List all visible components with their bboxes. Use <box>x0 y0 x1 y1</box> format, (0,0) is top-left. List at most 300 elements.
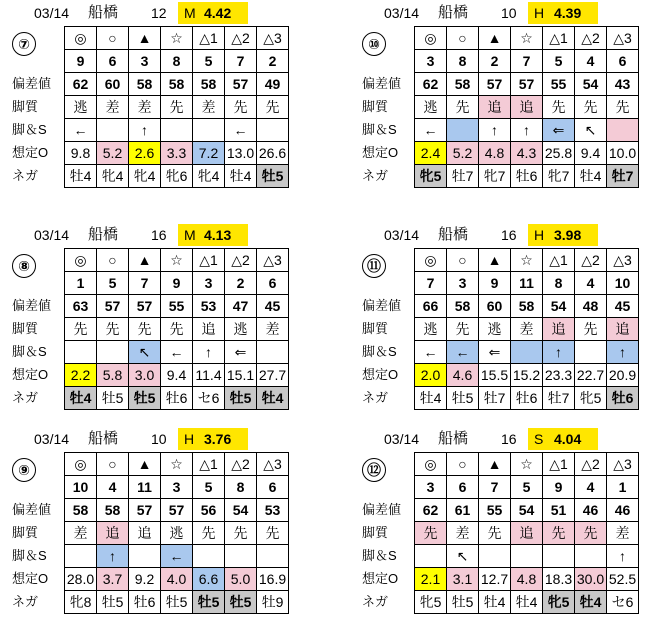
sex-age-cell: 牝8 <box>65 591 97 614</box>
prediction-grid <box>414 26 639 188</box>
deviation-cell: 60 <box>97 73 129 96</box>
prediction-grid <box>64 26 289 188</box>
running-style-cell: 追 <box>607 318 639 341</box>
grid-row <box>65 73 289 96</box>
sex-age-cell: 牝4 <box>193 165 225 188</box>
pace-arrow-cell <box>511 341 543 364</box>
running-style-cell: 先 <box>129 318 161 341</box>
running-style-cell: 先 <box>447 318 479 341</box>
row-label: 脚質 <box>12 525 39 540</box>
running-style-cell: 追 <box>129 522 161 545</box>
mark-cell: △2 <box>225 453 257 476</box>
race-panel <box>356 224 656 424</box>
pace-arrow-cell <box>161 119 193 142</box>
deviation-cell: 47 <box>225 295 257 318</box>
mark-cell: ○ <box>97 453 129 476</box>
running-style-cell: 追 <box>97 522 129 545</box>
runner-count: 16 <box>151 227 167 243</box>
prediction-grid <box>64 248 289 410</box>
odds-cell: 3.3 <box>161 142 193 165</box>
race-track: 船橋 <box>88 226 119 243</box>
mark-cell: △3 <box>257 453 289 476</box>
mark-cell: ▲ <box>129 27 161 50</box>
horse-number-cell: 6 <box>607 50 639 73</box>
deviation-cell: 48 <box>575 295 607 318</box>
sex-age-cell: セ6 <box>193 387 225 410</box>
pace-arrow-cell <box>479 545 511 568</box>
grid-row <box>65 591 289 614</box>
odds-cell: 4.0 <box>161 568 193 591</box>
race-score: 4.13 <box>204 227 232 243</box>
grid-row <box>415 387 639 410</box>
mark-cell: ◎ <box>415 27 447 50</box>
race-header <box>356 2 656 24</box>
grid-row <box>415 591 639 614</box>
deviation-cell: 57 <box>97 295 129 318</box>
deviation-cell: 60 <box>479 295 511 318</box>
horse-number-cell: 11 <box>511 272 543 295</box>
deviation-cell: 56 <box>193 499 225 522</box>
row-label: 脚質 <box>12 321 39 336</box>
sex-age-cell: 牡4 <box>257 387 289 410</box>
running-style-cell: 差 <box>65 522 97 545</box>
running-style-cell: 先 <box>543 522 575 545</box>
sex-age-cell: 牡7 <box>447 165 479 188</box>
odds-cell: 25.8 <box>543 142 575 165</box>
row-label: 想定O <box>12 145 49 160</box>
horse-number-cell: 7 <box>129 272 161 295</box>
row-label: 偏差値 <box>362 76 402 91</box>
odds-cell: 20.9 <box>607 364 639 387</box>
row-label: ネガ <box>12 594 39 609</box>
mark-cell: ☆ <box>161 249 193 272</box>
race-header <box>6 428 306 450</box>
horse-number-cell: 10 <box>65 476 97 499</box>
sex-age-cell: 牡5 <box>97 387 129 410</box>
row-label: 脚質 <box>362 321 389 336</box>
sex-age-cell: 牡4 <box>65 387 97 410</box>
horse-number-cell: 3 <box>447 272 479 295</box>
horse-number-cell: 9 <box>479 272 511 295</box>
running-style-cell: 差 <box>257 318 289 341</box>
pace-arrow-cell <box>97 341 129 364</box>
grid-row <box>65 387 289 410</box>
runner-count: 16 <box>501 227 517 243</box>
deviation-cell: 58 <box>193 73 225 96</box>
odds-cell: 3.0 <box>129 364 161 387</box>
row-label: 想定O <box>12 367 49 382</box>
grid-row <box>415 249 639 272</box>
mark-cell: ☆ <box>511 249 543 272</box>
odds-cell: 22.7 <box>575 364 607 387</box>
odds-cell: 9.4 <box>161 364 193 387</box>
odds-cell: 5.8 <box>97 364 129 387</box>
race-panel <box>6 428 306 628</box>
race-number: ⑦ <box>12 32 36 56</box>
runner-count: 10 <box>151 431 167 447</box>
race-number: ⑨ <box>12 458 36 482</box>
sex-age-cell: 牝5 <box>415 591 447 614</box>
row-label: ネガ <box>362 594 389 609</box>
running-style-cell: 先 <box>161 318 193 341</box>
sex-age-cell: 牝6 <box>161 165 193 188</box>
grid-row <box>415 522 639 545</box>
pace-arrow-cell <box>257 119 289 142</box>
horse-number-cell: 6 <box>257 272 289 295</box>
mark-cell: ☆ <box>511 27 543 50</box>
pace-arrow-cell <box>65 545 97 568</box>
sex-age-cell: セ6 <box>607 591 639 614</box>
mark-cell: △2 <box>575 249 607 272</box>
mark-cell: ○ <box>447 249 479 272</box>
horse-number-cell: 7 <box>225 50 257 73</box>
prediction-grid <box>414 248 639 410</box>
race-date: 03/14 <box>384 5 420 21</box>
running-style-cell: 先 <box>161 96 193 119</box>
pace-arrow-cell <box>97 119 129 142</box>
deviation-cell: 62 <box>415 73 447 96</box>
pace-arrow-cell <box>575 545 607 568</box>
mark-cell: ☆ <box>161 453 193 476</box>
mark-cell: △2 <box>575 453 607 476</box>
grid-row <box>415 318 639 341</box>
deviation-cell: 45 <box>257 295 289 318</box>
race-header <box>356 428 656 450</box>
pace-arrow-cell <box>447 119 479 142</box>
mark-cell: △3 <box>607 27 639 50</box>
mark-cell: △1 <box>193 453 225 476</box>
deviation-cell: 58 <box>65 499 97 522</box>
odds-cell: 13.0 <box>225 142 257 165</box>
deviation-cell: 53 <box>257 499 289 522</box>
deviation-cell: 46 <box>607 499 639 522</box>
mark-cell: △3 <box>257 27 289 50</box>
sex-age-cell: 牝5 <box>543 591 575 614</box>
mark-cell: ☆ <box>161 27 193 50</box>
running-style-cell: 逃 <box>65 96 97 119</box>
horse-number-cell: 6 <box>97 50 129 73</box>
prediction-grid <box>414 452 639 614</box>
odds-cell: 27.7 <box>257 364 289 387</box>
odds-cell: 7.2 <box>193 142 225 165</box>
mark-cell: △1 <box>193 27 225 50</box>
mark-cell: ▲ <box>129 453 161 476</box>
mark-cell: △1 <box>543 27 575 50</box>
row-label: ネガ <box>362 390 389 405</box>
running-style-cell: 差 <box>511 318 543 341</box>
running-style-cell: 逃 <box>479 318 511 341</box>
sex-age-cell: 牡6 <box>607 387 639 410</box>
grid-row <box>65 545 289 568</box>
deviation-cell: 63 <box>65 295 97 318</box>
running-style-cell: 先 <box>257 522 289 545</box>
mark-cell: △3 <box>607 249 639 272</box>
race-number: ⑩ <box>362 32 386 56</box>
odds-cell: 9.8 <box>65 142 97 165</box>
row-label: 想定O <box>362 145 399 160</box>
sex-age-cell: 牡6 <box>161 387 193 410</box>
odds-cell: 2.6 <box>129 142 161 165</box>
odds-cell: 4.6 <box>447 364 479 387</box>
horse-number-cell: 3 <box>193 272 225 295</box>
running-style-cell: 先 <box>193 522 225 545</box>
running-style-cell: 差 <box>193 96 225 119</box>
sex-age-cell: 牡5 <box>129 387 161 410</box>
deviation-cell: 45 <box>607 295 639 318</box>
mark-cell: ☆ <box>511 453 543 476</box>
deviation-cell: 58 <box>511 295 543 318</box>
deviation-cell: 51 <box>543 499 575 522</box>
deviation-cell: 62 <box>415 499 447 522</box>
deviation-cell: 57 <box>511 73 543 96</box>
deviation-cell: 54 <box>225 499 257 522</box>
odds-cell: 2.4 <box>415 142 447 165</box>
race-date: 03/14 <box>34 227 70 243</box>
grid-row <box>65 27 289 50</box>
grid-row <box>415 453 639 476</box>
grid-row <box>65 249 289 272</box>
sex-age-cell: 牡4 <box>511 591 543 614</box>
grid-row <box>65 318 289 341</box>
mark-cell: ○ <box>447 27 479 50</box>
horse-number-cell: 9 <box>161 272 193 295</box>
grid-row <box>415 545 639 568</box>
horse-number-cell: 3 <box>415 476 447 499</box>
runner-count: 12 <box>151 5 167 21</box>
odds-cell: 3.1 <box>447 568 479 591</box>
sex-age-cell: 牡9 <box>257 591 289 614</box>
sex-age-cell: 牡5 <box>97 591 129 614</box>
odds-cell: 15.2 <box>511 364 543 387</box>
race-date: 03/14 <box>384 431 420 447</box>
pace-grade: H <box>184 431 195 447</box>
deviation-cell: 62 <box>65 73 97 96</box>
race-panel <box>356 2 656 202</box>
running-style-cell: 先 <box>97 318 129 341</box>
running-style-cell: 先 <box>225 96 257 119</box>
runner-count: 10 <box>501 5 517 21</box>
grid-row <box>415 142 639 165</box>
grid-row <box>415 119 639 142</box>
running-style-cell: 先 <box>543 96 575 119</box>
horse-number-cell: 8 <box>161 50 193 73</box>
pace-arrow-cell <box>129 545 161 568</box>
grid-row <box>65 142 289 165</box>
running-style-cell: 差 <box>97 96 129 119</box>
odds-cell: 5.2 <box>97 142 129 165</box>
odds-cell: 23.3 <box>543 364 575 387</box>
race-track: 船橋 <box>88 430 119 447</box>
pace-arrow-cell: ↑ <box>607 545 639 568</box>
mark-cell: ○ <box>97 249 129 272</box>
row-label: ネガ <box>12 390 39 405</box>
deviation-cell: 54 <box>543 295 575 318</box>
pace-grade: M <box>184 5 196 21</box>
grid-row <box>65 568 289 591</box>
running-style-cell: 追 <box>479 96 511 119</box>
pace-arrow-cell <box>257 341 289 364</box>
row-label: 脚＆S <box>12 122 47 137</box>
grid-row <box>415 96 639 119</box>
deviation-cell: 57 <box>129 295 161 318</box>
deviation-cell: 57 <box>225 73 257 96</box>
deviation-cell: 55 <box>479 499 511 522</box>
grid-row <box>415 476 639 499</box>
pace-arrow-cell: ← <box>161 545 193 568</box>
grid-row <box>65 476 289 499</box>
sex-age-cell: 牡4 <box>575 165 607 188</box>
pace-arrow-cell: ↖ <box>447 545 479 568</box>
pace-arrow-cell: ↑ <box>511 119 543 142</box>
pace-arrow-cell: ↑ <box>193 341 225 364</box>
mark-cell: ◎ <box>65 27 97 50</box>
horse-number-cell: 7 <box>479 476 511 499</box>
pace-arrow-cell <box>543 545 575 568</box>
horse-number-cell: 4 <box>97 476 129 499</box>
grid-row <box>415 364 639 387</box>
pace-arrow-cell: ⇐ <box>225 341 257 364</box>
race-panel <box>6 2 306 202</box>
grid-row <box>65 453 289 476</box>
horse-number-cell: 7 <box>415 272 447 295</box>
pace-arrow-cell: ↑ <box>129 119 161 142</box>
deviation-cell: 46 <box>575 499 607 522</box>
sex-age-cell: 牡4 <box>479 591 511 614</box>
mark-cell: ◎ <box>415 453 447 476</box>
pace-arrow-cell: ← <box>415 119 447 142</box>
pace-arrow-cell <box>193 545 225 568</box>
pace-arrow-cell: ← <box>447 341 479 364</box>
running-style-cell: 先 <box>607 96 639 119</box>
row-label: 偏差値 <box>362 298 402 313</box>
horse-number-cell: 10 <box>607 272 639 295</box>
horse-number-cell: 2 <box>479 50 511 73</box>
odds-cell: 5.2 <box>447 142 479 165</box>
running-style-cell: 先 <box>447 96 479 119</box>
odds-cell: 6.6 <box>193 568 225 591</box>
grid-row <box>65 499 289 522</box>
pace-grade: H <box>534 5 545 21</box>
pace-arrow-cell <box>415 545 447 568</box>
odds-cell: 4.3 <box>511 142 543 165</box>
odds-cell: 2.1 <box>415 568 447 591</box>
deviation-cell: 57 <box>129 499 161 522</box>
row-label: 偏差値 <box>12 76 52 91</box>
mark-cell: △1 <box>193 249 225 272</box>
grid-row <box>65 50 289 73</box>
deviation-cell: 57 <box>161 499 193 522</box>
odds-cell: 3.7 <box>97 568 129 591</box>
pace-arrow-cell: ↑ <box>97 545 129 568</box>
race-score: 3.76 <box>204 431 232 447</box>
running-style-cell: 先 <box>257 96 289 119</box>
pace-arrow-cell: ↑ <box>607 341 639 364</box>
grid-row <box>65 364 289 387</box>
odds-cell: 15.5 <box>479 364 511 387</box>
running-style-cell: 追 <box>511 96 543 119</box>
horse-number-cell: 9 <box>543 476 575 499</box>
pace-arrow-cell <box>193 119 225 142</box>
sex-age-cell: 牡7 <box>479 387 511 410</box>
grid-row <box>415 272 639 295</box>
grid-row <box>65 522 289 545</box>
running-style-cell: 差 <box>607 522 639 545</box>
horse-number-cell: 5 <box>193 50 225 73</box>
row-label: 脚＆S <box>362 548 397 563</box>
race-number: ⑫ <box>362 458 386 482</box>
mark-cell: △2 <box>225 249 257 272</box>
mark-cell: △3 <box>607 453 639 476</box>
odds-cell: 10.0 <box>607 142 639 165</box>
race-score: 4.39 <box>554 5 582 21</box>
row-label: 偏差値 <box>12 502 52 517</box>
deviation-cell: 43 <box>607 73 639 96</box>
running-style-cell: 逃 <box>225 318 257 341</box>
sex-age-cell: 牡4 <box>415 387 447 410</box>
row-label: 想定O <box>362 571 399 586</box>
pace-arrow-cell: ↑ <box>543 341 575 364</box>
deviation-cell: 66 <box>415 295 447 318</box>
odds-cell: 30.0 <box>575 568 607 591</box>
deviation-cell: 54 <box>511 499 543 522</box>
deviation-cell: 58 <box>129 73 161 96</box>
horse-number-cell: 4 <box>575 476 607 499</box>
horse-number-cell: 9 <box>65 50 97 73</box>
sex-age-cell: 牝7 <box>479 165 511 188</box>
grid-row <box>415 50 639 73</box>
mark-cell: ▲ <box>129 249 161 272</box>
odds-cell: 9.2 <box>129 568 161 591</box>
odds-cell: 52.5 <box>607 568 639 591</box>
horse-number-cell: 6 <box>257 476 289 499</box>
row-label: 脚質 <box>362 99 389 114</box>
race-track: 船橋 <box>438 226 469 243</box>
race-date: 03/14 <box>34 5 70 21</box>
sex-age-cell: 牡5 <box>257 165 289 188</box>
running-style-cell: 差 <box>129 96 161 119</box>
row-label: 想定O <box>362 367 399 382</box>
pace-arrow-cell: ⇐ <box>543 119 575 142</box>
odds-cell: 2.0 <box>415 364 447 387</box>
mark-cell: △2 <box>575 27 607 50</box>
odds-cell: 4.8 <box>479 142 511 165</box>
row-label: 脚＆S <box>362 344 397 359</box>
pace-arrow-cell: ↖ <box>575 119 607 142</box>
row-label: 脚＆S <box>362 122 397 137</box>
running-style-cell: 逃 <box>161 522 193 545</box>
odds-cell: 12.7 <box>479 568 511 591</box>
running-style-cell: 差 <box>447 522 479 545</box>
race-header <box>6 224 306 246</box>
race-panel <box>356 428 656 628</box>
running-style-cell: 逃 <box>415 96 447 119</box>
grid-row <box>65 272 289 295</box>
horse-number-cell: 5 <box>511 476 543 499</box>
horse-number-cell: 4 <box>575 50 607 73</box>
running-style-cell: 先 <box>225 522 257 545</box>
pace-arrow-cell: ↑ <box>479 119 511 142</box>
row-label: 想定O <box>12 571 49 586</box>
horse-number-cell: 4 <box>575 272 607 295</box>
grid-row <box>65 119 289 142</box>
deviation-cell: 53 <box>193 295 225 318</box>
horse-number-cell: 2 <box>225 272 257 295</box>
race-panel <box>6 224 306 424</box>
running-style-cell: 追 <box>511 522 543 545</box>
running-style-cell: 先 <box>575 318 607 341</box>
horse-number-cell: 1 <box>65 272 97 295</box>
sex-age-cell: 牡6 <box>511 387 543 410</box>
